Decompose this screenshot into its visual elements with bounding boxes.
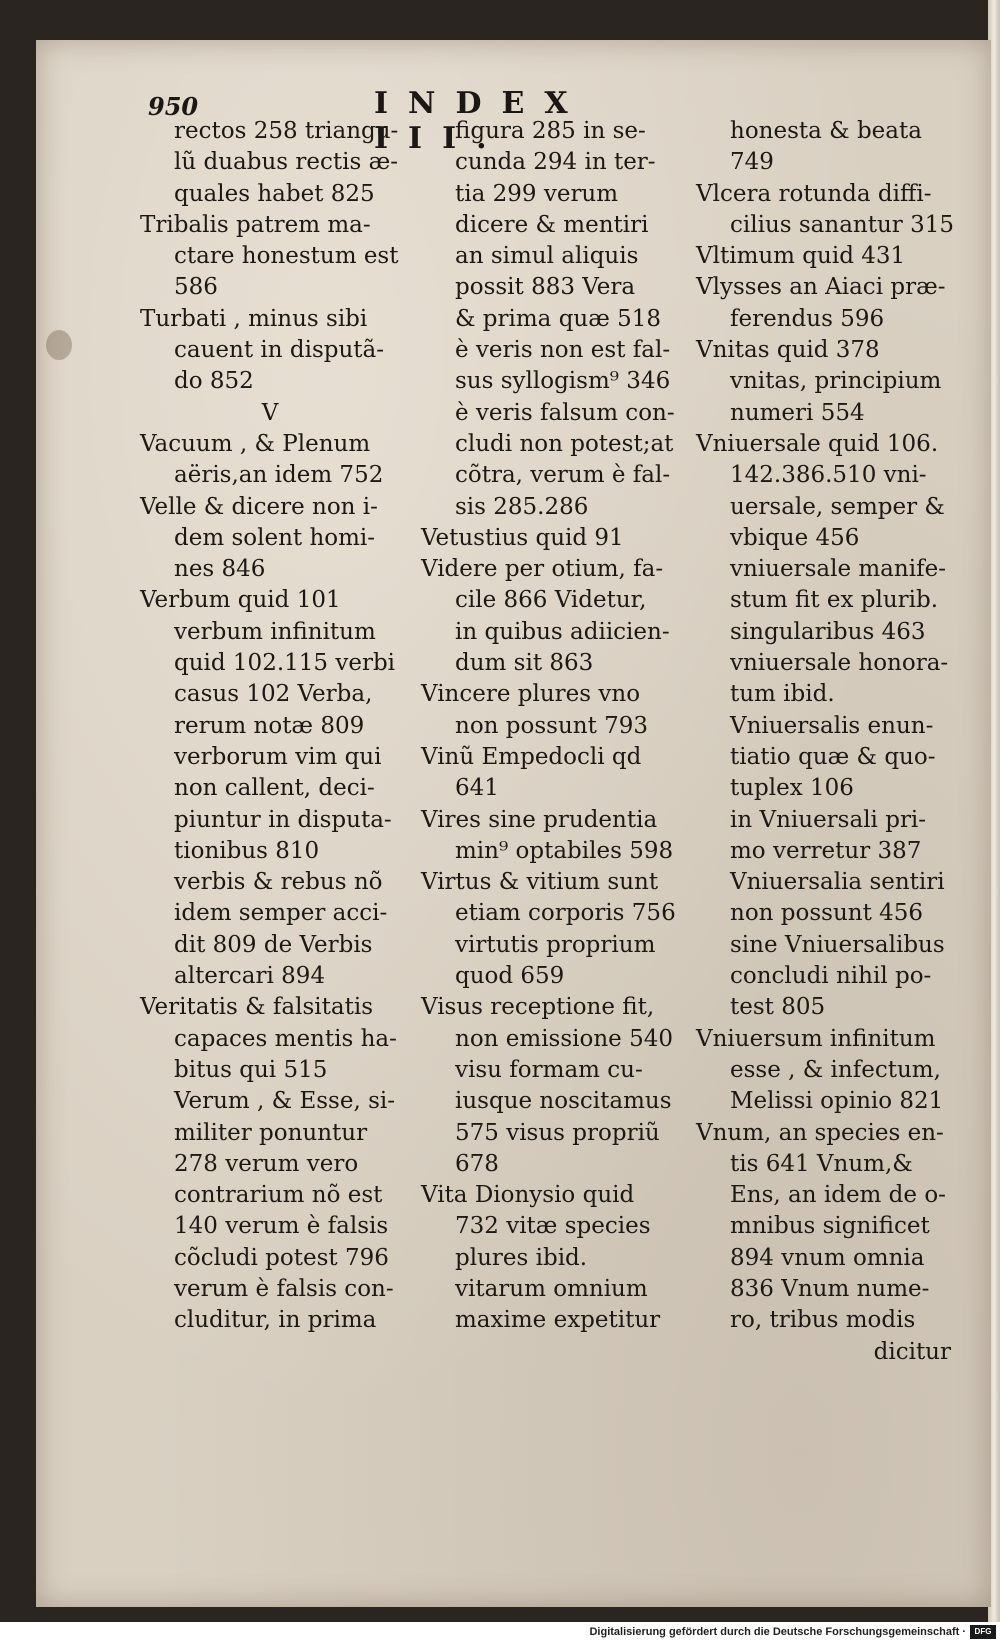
index-line: virtutis proprium	[455, 931, 656, 958]
index-line: non possunt 793	[455, 712, 649, 739]
index-line: 749	[730, 149, 774, 176]
index-line: Vnum, an species en-	[696, 1119, 944, 1146]
index-line: dit 809 de Verbis	[174, 931, 373, 958]
index-line: Vita Dionysio quid	[421, 1182, 635, 1209]
index-line: etiam corporis 756	[455, 900, 676, 927]
index-line: Vniuersale quid 106.	[696, 430, 939, 457]
index-line: & prima quæ 518	[455, 305, 662, 332]
index-line: possit 883 Vera	[455, 274, 636, 301]
index-line: quod 659	[455, 963, 565, 990]
index-line: dem solent homi-	[174, 524, 376, 551]
digitization-footer	[0, 1622, 1000, 1643]
index-line: tuplex 106	[730, 775, 854, 802]
index-line: militer ponuntur	[174, 1119, 368, 1146]
index-line: Melissi opinio 821	[730, 1088, 944, 1115]
index-line: non callent, deci-	[174, 775, 375, 802]
index-line: Vacuum , & Plenum	[140, 430, 371, 457]
index-line: ctare honestum est	[174, 243, 399, 270]
index-line: test 805	[730, 994, 826, 1021]
index-line: vnitas, principium	[730, 368, 942, 395]
index-line: idem semper acci-	[174, 900, 388, 927]
index-line: Videre per otium, fa-	[421, 556, 664, 583]
index-line: min⁹ optabiles 598	[455, 837, 674, 864]
index-line: è veris falsum con-	[455, 399, 675, 426]
index-line: nes 846	[174, 556, 266, 583]
index-line: cunda 294 in ter-	[455, 149, 656, 176]
index-column-3	[696, 116, 954, 1368]
index-line: non emissione 540	[455, 1025, 674, 1052]
index-line: Vltimum quid 431	[696, 243, 906, 270]
index-line: cluditur, in prima	[174, 1307, 377, 1334]
index-line: altercari 894	[174, 963, 326, 990]
index-line: quid 102.115 verbi	[174, 650, 396, 677]
index-line: do 852	[174, 368, 254, 395]
index-line: stum fit ex plurib.	[730, 587, 939, 614]
index-line: 142.386.510 vni-	[730, 462, 927, 489]
index-line: singularibus 463	[730, 618, 926, 645]
index-line: Virtus & vitium sunt	[421, 869, 659, 896]
index-line: concludi nihil po-	[730, 963, 932, 990]
index-line: sus syllogism⁹ 346	[455, 368, 671, 395]
index-line: tionibus 810	[174, 837, 320, 864]
index-line: cludi non potest;at	[455, 430, 674, 457]
page-title: INDEX III.	[374, 86, 588, 156]
index-line: tis 641 Vnum,&	[730, 1150, 913, 1177]
page-stain	[46, 330, 72, 360]
index-line: casus 102 Verba,	[174, 681, 373, 708]
index-line: Verbum quid 101	[140, 587, 341, 614]
index-line: Vlysses an Aiaci præ-	[696, 274, 946, 301]
index-line: cõcludi potest 796	[174, 1244, 389, 1271]
index-line: Velle & dicere non i-	[140, 493, 378, 520]
index-line: Ens, an idem de o-	[730, 1182, 946, 1209]
index-line: maxime expetitur	[455, 1307, 661, 1334]
index-line: 278 verum vero	[174, 1150, 359, 1177]
index-line: plures ibid.	[455, 1244, 588, 1271]
index-line: V	[261, 399, 279, 426]
index-line: verum è falsis con-	[174, 1275, 394, 1302]
index-line: an simul aliquis	[455, 243, 639, 270]
index-line: bitus qui 515	[174, 1056, 328, 1083]
index-line: 732 vitæ species	[455, 1213, 651, 1240]
page-number: 950	[148, 92, 199, 121]
index-line: cõtra, verum è fal-	[455, 462, 671, 489]
index-line: dum sit 863	[455, 650, 594, 677]
dfg-logo: DFG	[970, 1625, 996, 1639]
index-line: cauent in disputã-	[174, 337, 385, 364]
index-line: verbis & rebus nõ	[174, 869, 383, 896]
index-line: in Vniuersali pri-	[730, 806, 927, 833]
index-line: 836 Vnum nume-	[730, 1275, 930, 1302]
index-column-1	[140, 116, 400, 1337]
footer-credit: Digitalisierung gefördert durch die Deutsche Forschungsgemeinschaft ·	[589, 1626, 966, 1638]
index-line: Vlcera rotunda diffi-	[696, 180, 932, 207]
index-line: Vniuersalia sentiri	[730, 869, 945, 896]
index-line: dicitur	[873, 1338, 951, 1365]
index-line: aëris,an idem 752	[174, 462, 384, 489]
index-line: esse , & infectum,	[730, 1056, 941, 1083]
index-line: vitarum omnium	[455, 1275, 648, 1302]
index-line: tum ibid.	[730, 681, 835, 708]
index-line: 641	[455, 775, 499, 802]
index-line: piuntur in disputa-	[174, 806, 392, 833]
index-line: Turbati , minus sibi	[140, 305, 368, 332]
index-column-2	[421, 116, 676, 1337]
index-line: mo verretur 387	[730, 837, 922, 864]
index-line: 575 visus propriũ	[455, 1119, 660, 1146]
index-line: contrarium nõ est	[174, 1182, 383, 1209]
index-line: in quibus adiicien-	[455, 618, 670, 645]
index-line: ferendus 596	[730, 305, 885, 332]
index-line: ro, tribus modis	[730, 1307, 916, 1334]
index-line: Vincere plures vno	[421, 681, 641, 708]
index-line: quales habet 825	[174, 180, 375, 207]
index-line: mnibus significet	[730, 1213, 930, 1240]
index-line: non possunt 456	[730, 900, 924, 927]
index-line: Veritatis & falsitatis	[140, 994, 374, 1021]
index-line: Tribalis patrem ma-	[140, 211, 371, 238]
index-line: Vinũ Empedocli qd	[421, 743, 642, 770]
index-line: Vniuersum infinitum	[696, 1025, 936, 1052]
index-line: Vetustius quid 91	[421, 524, 624, 551]
index-line: sis 285.286	[455, 493, 589, 520]
index-line: verborum vim qui	[174, 743, 382, 770]
index-line: uersale, semper &	[730, 493, 945, 520]
index-line: visu formam cu-	[455, 1056, 643, 1083]
index-line: numeri 554	[730, 399, 865, 426]
index-line: Vniuersalis enun-	[730, 712, 934, 739]
index-line: è veris non est fal-	[455, 337, 671, 364]
index-line: Vnitas quid 378	[696, 337, 880, 364]
index-line: 678	[455, 1150, 499, 1177]
index-line: honesta & beata	[730, 118, 922, 144]
index-line: capaces mentis ha-	[174, 1025, 397, 1052]
index-line: lũ duabus rectis æ-	[174, 149, 398, 176]
index-line: iusque noscitamus	[455, 1088, 672, 1115]
index-line: 894 vnum omnia	[730, 1244, 925, 1271]
index-line: figura 285 in se-	[455, 118, 646, 144]
index-line: rectos 258 triangu-	[174, 118, 399, 144]
index-line: dicere & mentiri	[455, 211, 649, 238]
index-line: vniuersale honora-	[730, 650, 949, 677]
index-line: Vires sine prudentia	[421, 806, 658, 833]
index-line: sine Vniuersalibus	[730, 931, 945, 958]
index-line: vniuersale manife-	[730, 556, 946, 583]
index-line: verbum infinitum	[174, 618, 376, 645]
index-line: cilius sanantur 315	[730, 211, 954, 238]
index-line: vbique 456	[730, 524, 860, 551]
index-line: tiatio quæ & quo-	[730, 743, 936, 770]
index-line: 140 verum è falsis	[174, 1213, 389, 1240]
index-line: rerum notæ 809	[174, 712, 365, 739]
index-line: 586	[174, 274, 218, 301]
index-line: Visus receptione fit,	[421, 994, 655, 1021]
index-line: cile 866 Videtur,	[455, 587, 647, 614]
index-line: tia 299 verum	[455, 180, 619, 207]
index-line: Verum , & Esse, si-	[174, 1088, 396, 1115]
